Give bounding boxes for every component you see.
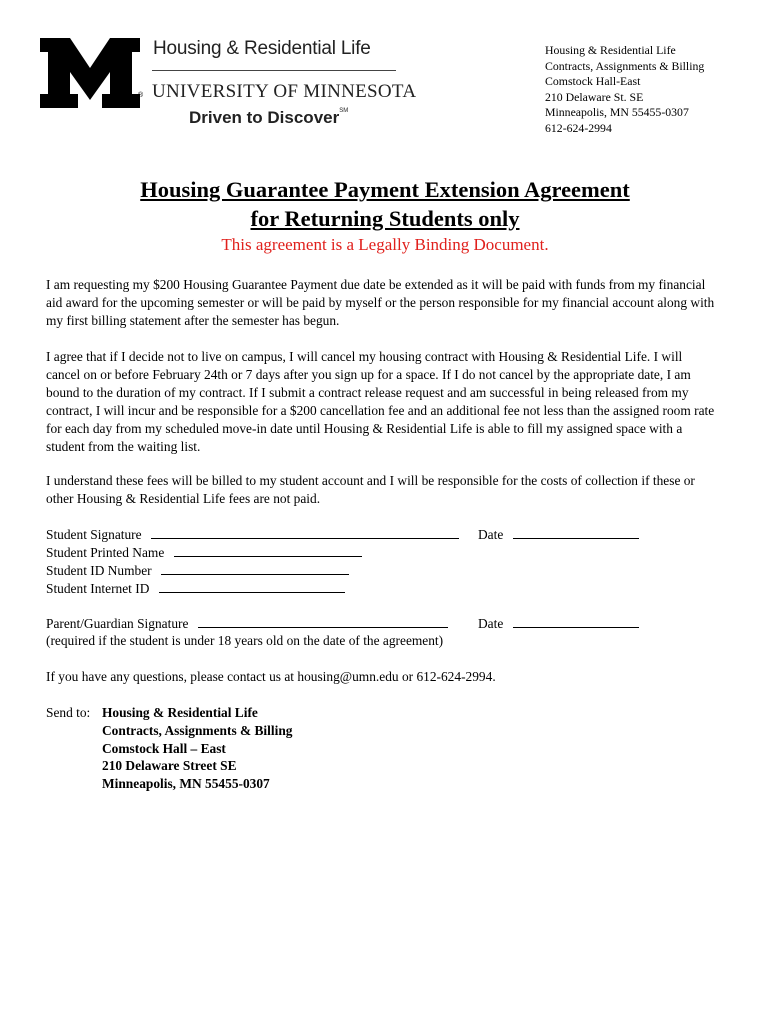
address-line: Comstock Hall-East: [545, 74, 641, 89]
address-line: Contracts, Assignments & Billing: [545, 58, 705, 73]
student-printed-name-row: [46, 544, 362, 561]
address-line: Minneapolis, MN 55455-0307: [545, 105, 689, 120]
parent-signature-label: Parent/Guardian Signature: [46, 616, 189, 631]
parent-signature-row: [46, 615, 448, 632]
registered-mark: ®: [138, 92, 144, 99]
address-line: Housing & Residential Life: [545, 43, 676, 57]
parent-date-row: [478, 615, 639, 632]
paragraph-fees-billing: I understand these fees will be billed to my student account and I will be responsible for the costs of collection if these or other Housing & Residential Life fees are not paid.: [46, 473, 695, 506]
logo-divider: [152, 70, 396, 71]
send-to-line: 210 Delaware Street SE: [102, 758, 237, 774]
university-name: UNIVERSITY OF MINNESOTA: [152, 81, 417, 102]
student-date-blank[interactable]: [513, 526, 639, 539]
send-to-line: Housing & Residential Life: [102, 705, 258, 720]
student-date-row: [478, 526, 639, 543]
student-internet-id-label: Student Internet ID: [46, 581, 150, 596]
paragraph-payment-extension: I am requesting my $200 Housing Guarantee Payment due date be extended as it will be paid with funds from my financial aid award for the upcoming semester or will be paid by myself or the person responsible for my financial account along with my first billing statement after the semester has begun.: [46, 277, 715, 328]
student-signature-blank[interactable]: [151, 526, 459, 539]
send-to-line: Contracts, Assignments & Billing: [102, 722, 293, 738]
paragraph-cancellation-terms: I agree that if I decide not to live on campus, I will cancel my housing contract with Housing & Residential Life. I will cancel on or before February 24th or 7 days after you sign up for a space. If I do not cancel by the appropriate date, I am bound to the duration of my contract. If I submit a contract release request and am successful in being released from my contract, I will incur and be responsible for a $200 cancellation fee and an additional fee not less than the assigned room rate for each day from my scheduled move-in date until Housing & Residential Life is able to fill my assigned space with a student from the waiting list.: [46, 349, 715, 454]
student-id-label: Student ID Number: [46, 563, 152, 578]
student-internet-id-row: [46, 580, 345, 597]
student-id-blank[interactable]: [161, 562, 349, 575]
department-name: Housing & Residential Life: [153, 38, 371, 59]
document-title-line-1: Housing Guarantee Payment Extension Agreement: [140, 177, 630, 202]
contact-line: If you have any questions, please contact us at housing@umn.edu or 612-624-2994.: [46, 669, 496, 684]
send-to-address: [102, 704, 292, 793]
parent-date-blank[interactable]: [513, 615, 639, 628]
tagline: [189, 108, 348, 128]
tagline-service-mark: SM: [339, 108, 349, 114]
student-printed-name-blank[interactable]: [174, 544, 362, 557]
parent-date-label: Date: [478, 616, 504, 631]
legal-binding-note: This agreement is a Legally Binding Document.: [221, 235, 549, 254]
student-printed-name-label: Student Printed Name: [46, 545, 165, 560]
student-signature-label: Student Signature: [46, 527, 142, 542]
student-id-row: [46, 562, 349, 579]
address-line: 210 Delaware St. SE: [545, 89, 644, 104]
student-internet-id-blank[interactable]: [159, 580, 345, 593]
address-line: 612-624-2994: [545, 120, 612, 135]
document-title-line-2: for Returning Students only: [250, 206, 520, 231]
parent-signature-blank[interactable]: [198, 615, 448, 628]
parent-note: (required if the student is under 18 years old on the date of the agreement): [46, 633, 444, 648]
university-m-logo: [40, 38, 140, 108]
send-to-label: Send to:: [46, 705, 91, 720]
send-to-line: Comstock Hall – East: [102, 740, 226, 756]
return-address: [545, 43, 704, 137]
student-signature-row: [46, 526, 459, 543]
send-to-line: Minneapolis, MN 55455-0307: [102, 776, 270, 792]
tagline-text: Driven to Discover: [189, 108, 340, 127]
student-date-label: Date: [478, 527, 504, 542]
